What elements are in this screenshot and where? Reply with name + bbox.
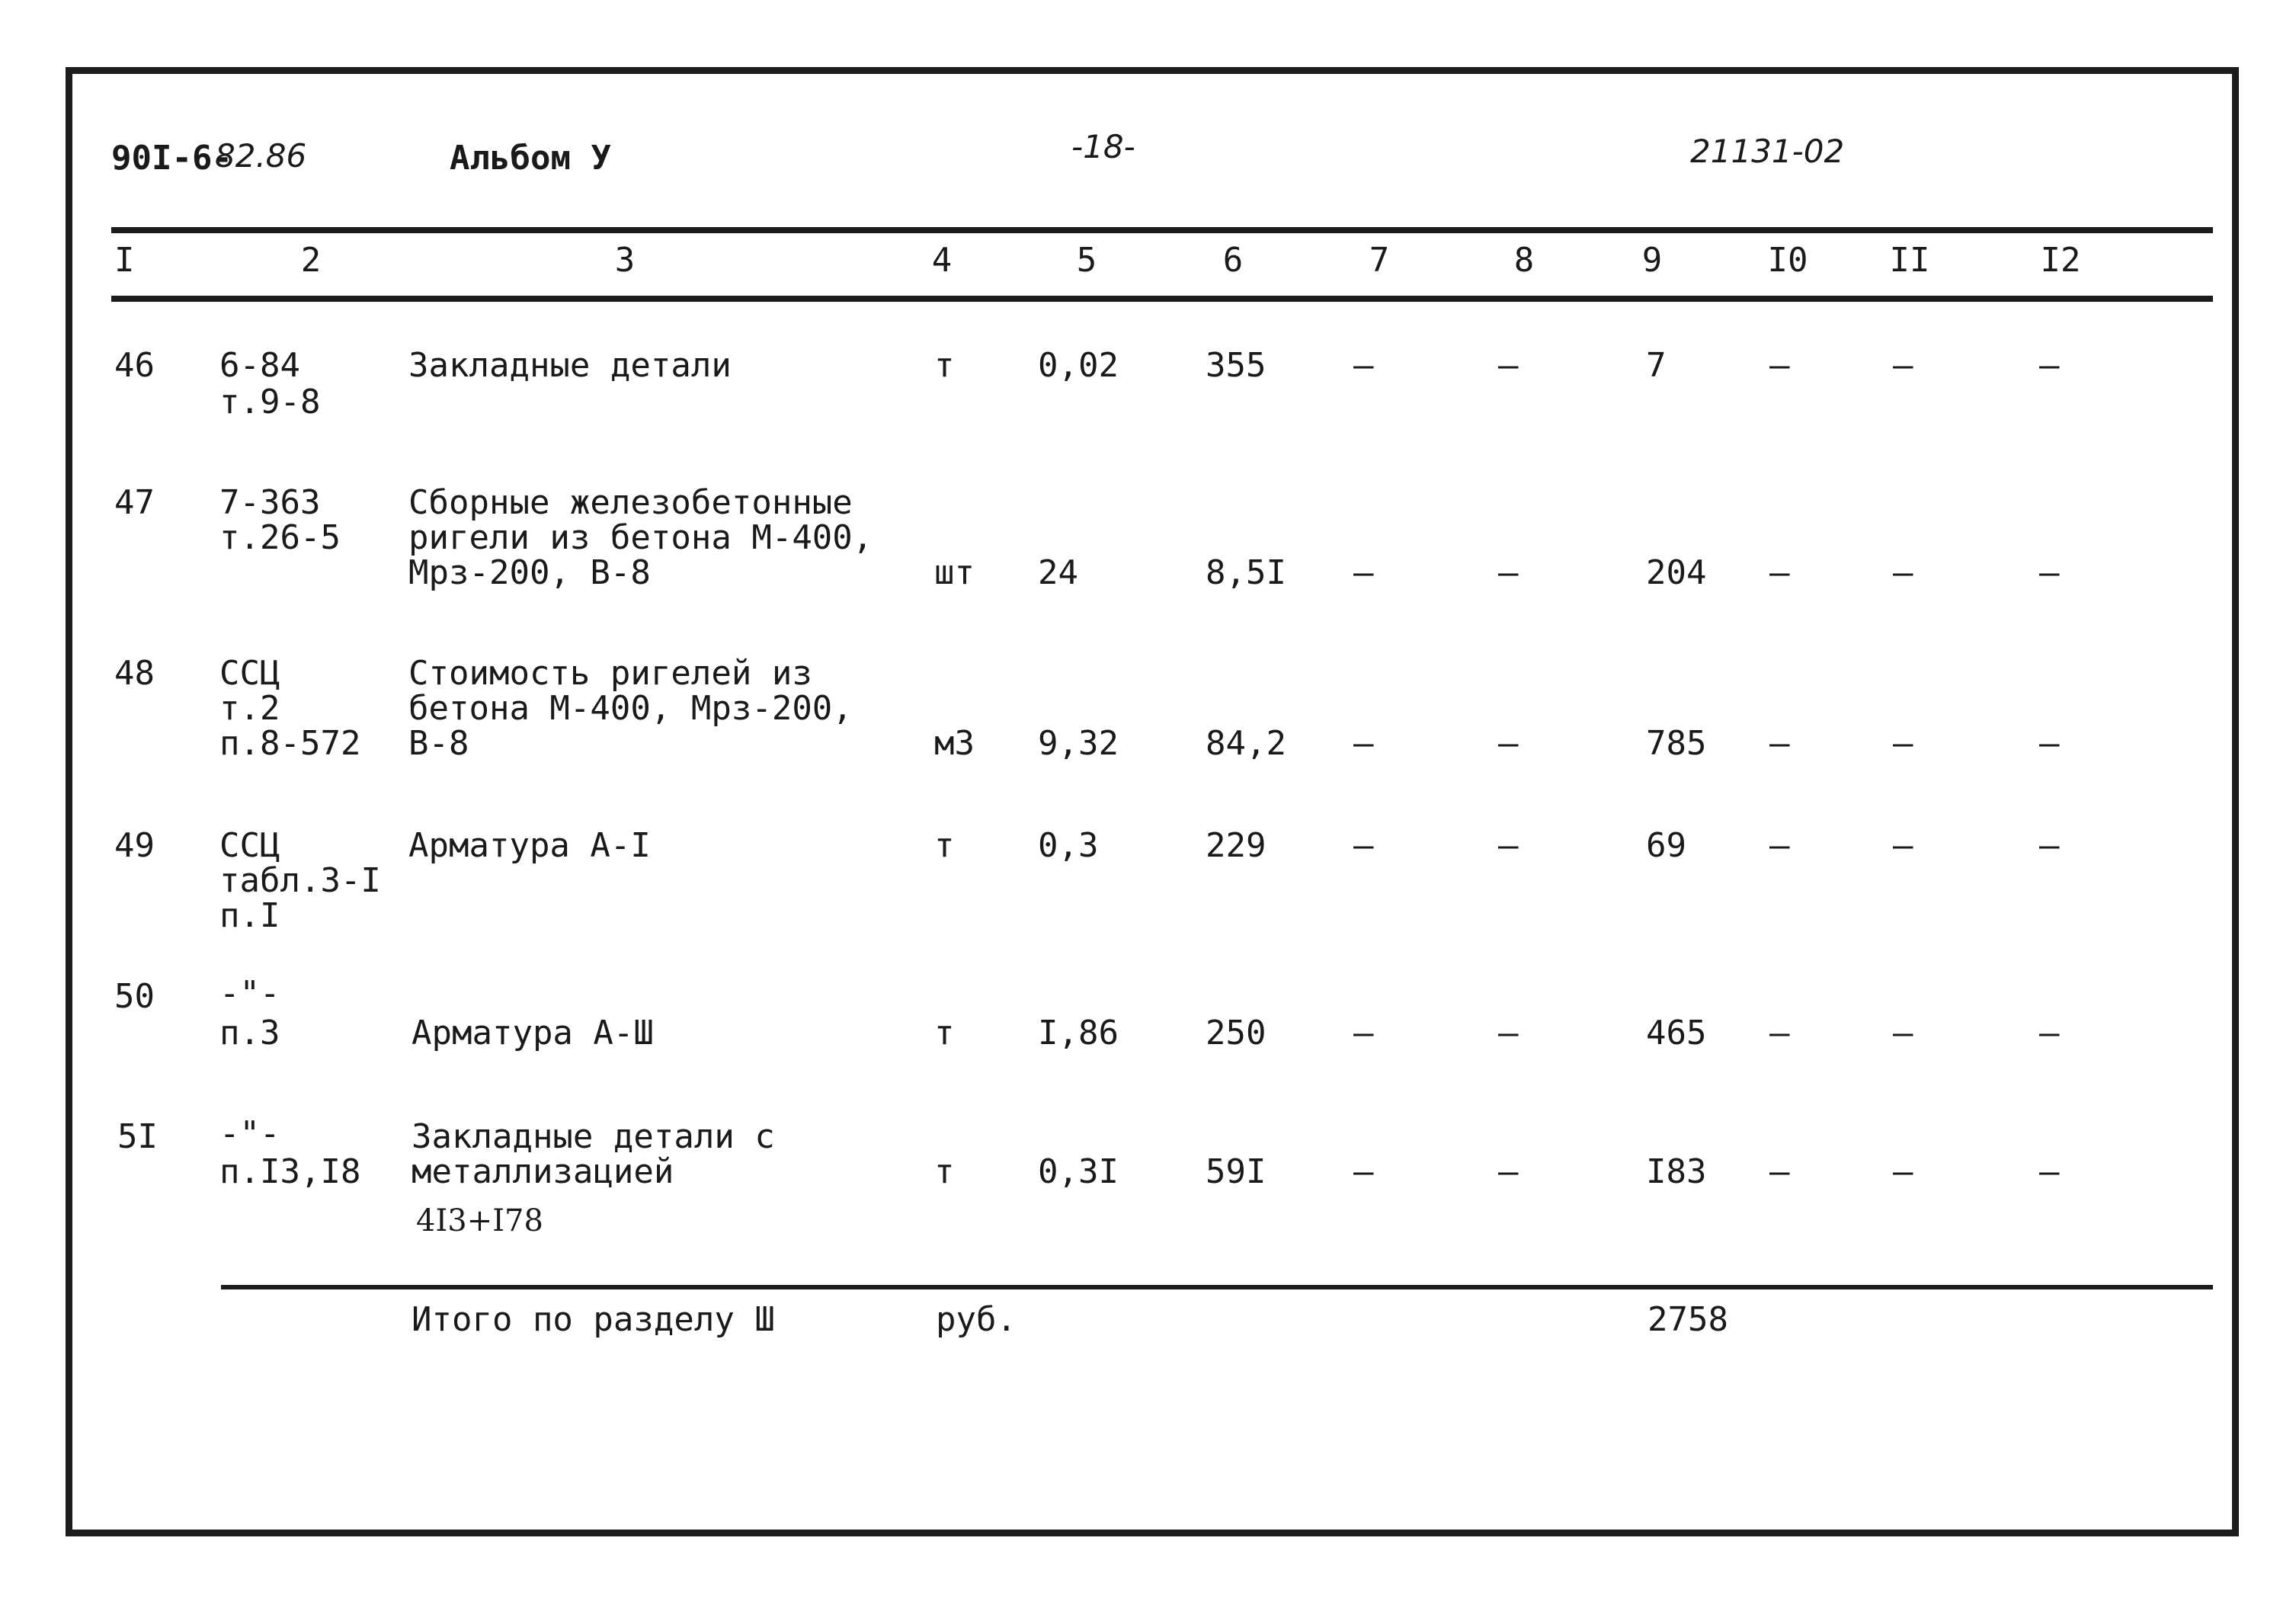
project-number: 21131-02	[1690, 133, 1845, 170]
row-col10: –	[1769, 1152, 1790, 1191]
document-code-handwritten: 82.86	[215, 137, 307, 175]
row-col8: –	[1498, 553, 1519, 592]
row-col11: –	[1893, 1014, 1913, 1052]
row-total: 465	[1646, 1014, 1707, 1052]
row-reference: 6-84	[219, 346, 300, 385]
row-unit-price: 59I	[1206, 1152, 1266, 1191]
row-description: Сборные железобетонные	[408, 483, 853, 522]
row-reference: п.8-572	[219, 724, 361, 763]
row-col7: –	[1353, 826, 1374, 865]
totals-rule	[221, 1285, 2213, 1289]
row-description: Арматура А-Ш	[411, 1014, 654, 1052]
page-number: -18-	[1071, 128, 1135, 165]
row-col11: –	[1893, 826, 1913, 865]
row-unit: т	[934, 826, 955, 865]
row-number: 46	[114, 346, 155, 385]
row-unit: м3	[934, 724, 975, 763]
row-col7: –	[1353, 1152, 1374, 1191]
row-unit-price: 229	[1206, 826, 1266, 865]
row-col11: –	[1893, 346, 1913, 385]
totals-unit: руб.	[936, 1300, 1017, 1339]
row-reference: п.I3,I8	[219, 1152, 361, 1191]
row-description: Арматура А-I	[408, 826, 651, 865]
row-col12: –	[2039, 724, 2060, 763]
row-total: 204	[1646, 553, 1707, 592]
row-number: 49	[114, 826, 155, 865]
row-description: ригели из бетона М-400,	[408, 518, 873, 557]
row-description: металлизацией	[411, 1152, 674, 1191]
row-reference: 7-363	[219, 483, 321, 522]
row-description: Мрз-200, В-8	[408, 553, 651, 592]
row-reference: т.9-8	[219, 383, 321, 421]
row-reference: т.26-5	[219, 518, 341, 557]
row-col12: –	[2039, 826, 2060, 865]
row-col10: –	[1769, 724, 1790, 763]
row-col12: –	[2039, 1014, 2060, 1052]
row-col7: –	[1353, 1014, 1374, 1052]
row-description: Закладные детали	[408, 346, 732, 385]
row-quantity: 0,02	[1038, 346, 1119, 385]
row-unit-price: 84,2	[1206, 724, 1286, 763]
row-unit: т	[934, 1014, 955, 1052]
header-bottom-rule	[111, 296, 2213, 302]
row-number: 47	[114, 483, 155, 522]
document-code: 90I-6-	[111, 139, 232, 178]
row-col12: –	[2039, 346, 2060, 385]
album-label: Альбом У	[450, 139, 611, 178]
row-col10: –	[1769, 553, 1790, 592]
row-description: бетона М-400, Мрз-200,	[408, 689, 853, 728]
totals-label: Итого по разделу Ш	[411, 1300, 775, 1339]
row-description: Стоимость ригелей из	[408, 654, 812, 693]
row-total: 69	[1646, 826, 1686, 865]
row-description: Закладные детали с	[411, 1117, 775, 1156]
row-col11: –	[1893, 553, 1913, 592]
row-total: I83	[1646, 1152, 1707, 1191]
row-col12: –	[2039, 1152, 2060, 1191]
page-frame	[66, 67, 2239, 1536]
row-unit: т	[934, 346, 955, 385]
row-total: 785	[1646, 724, 1707, 763]
row-col12: –	[2039, 553, 2060, 592]
row-unit-price: 355	[1206, 346, 1266, 385]
row-col8: –	[1498, 724, 1519, 763]
row-description: В-8	[408, 724, 469, 763]
row-quantity: 0,3	[1038, 826, 1099, 865]
row-col10: –	[1769, 346, 1790, 385]
row-col8: –	[1498, 826, 1519, 865]
row-total: 7	[1646, 346, 1667, 385]
row-number: 50	[114, 977, 155, 1016]
row-quantity: 9,32	[1038, 724, 1119, 763]
row-quantity: 24	[1038, 553, 1078, 592]
column-header: I	[114, 241, 135, 280]
row-reference: ССЦ	[219, 826, 280, 865]
row-reference: -"-	[219, 974, 280, 1013]
row-unit-price: 250	[1206, 1014, 1266, 1052]
row-unit-price: 8,5I	[1206, 553, 1286, 592]
row-reference: табл.3-I	[219, 861, 381, 900]
row-col7: –	[1353, 724, 1374, 763]
row-reference: п.3	[219, 1014, 280, 1052]
row-col8: –	[1498, 1152, 1519, 1191]
row-description-note: 4I3+I78	[416, 1203, 543, 1238]
row-col11: –	[1893, 724, 1913, 763]
row-col11: –	[1893, 1152, 1913, 1191]
row-number: 48	[114, 654, 155, 693]
row-col10: –	[1769, 1014, 1790, 1052]
row-reference: п.I	[219, 896, 280, 935]
row-col8: –	[1498, 346, 1519, 385]
row-reference: ССЦ	[219, 654, 280, 693]
row-col10: –	[1769, 826, 1790, 865]
row-col8: –	[1498, 1014, 1519, 1052]
row-reference: -"-	[219, 1114, 280, 1153]
row-quantity: I,86	[1038, 1014, 1119, 1052]
row-quantity: 0,3I	[1038, 1152, 1119, 1191]
row-col7: –	[1353, 346, 1374, 385]
row-col7: –	[1353, 553, 1374, 592]
row-unit: шт	[934, 553, 975, 592]
header-top-rule	[111, 227, 2213, 233]
row-number: 5I	[117, 1117, 158, 1156]
row-reference: т.2	[219, 689, 280, 728]
row-unit: т	[934, 1152, 955, 1191]
totals-value: 2758	[1648, 1300, 1728, 1339]
